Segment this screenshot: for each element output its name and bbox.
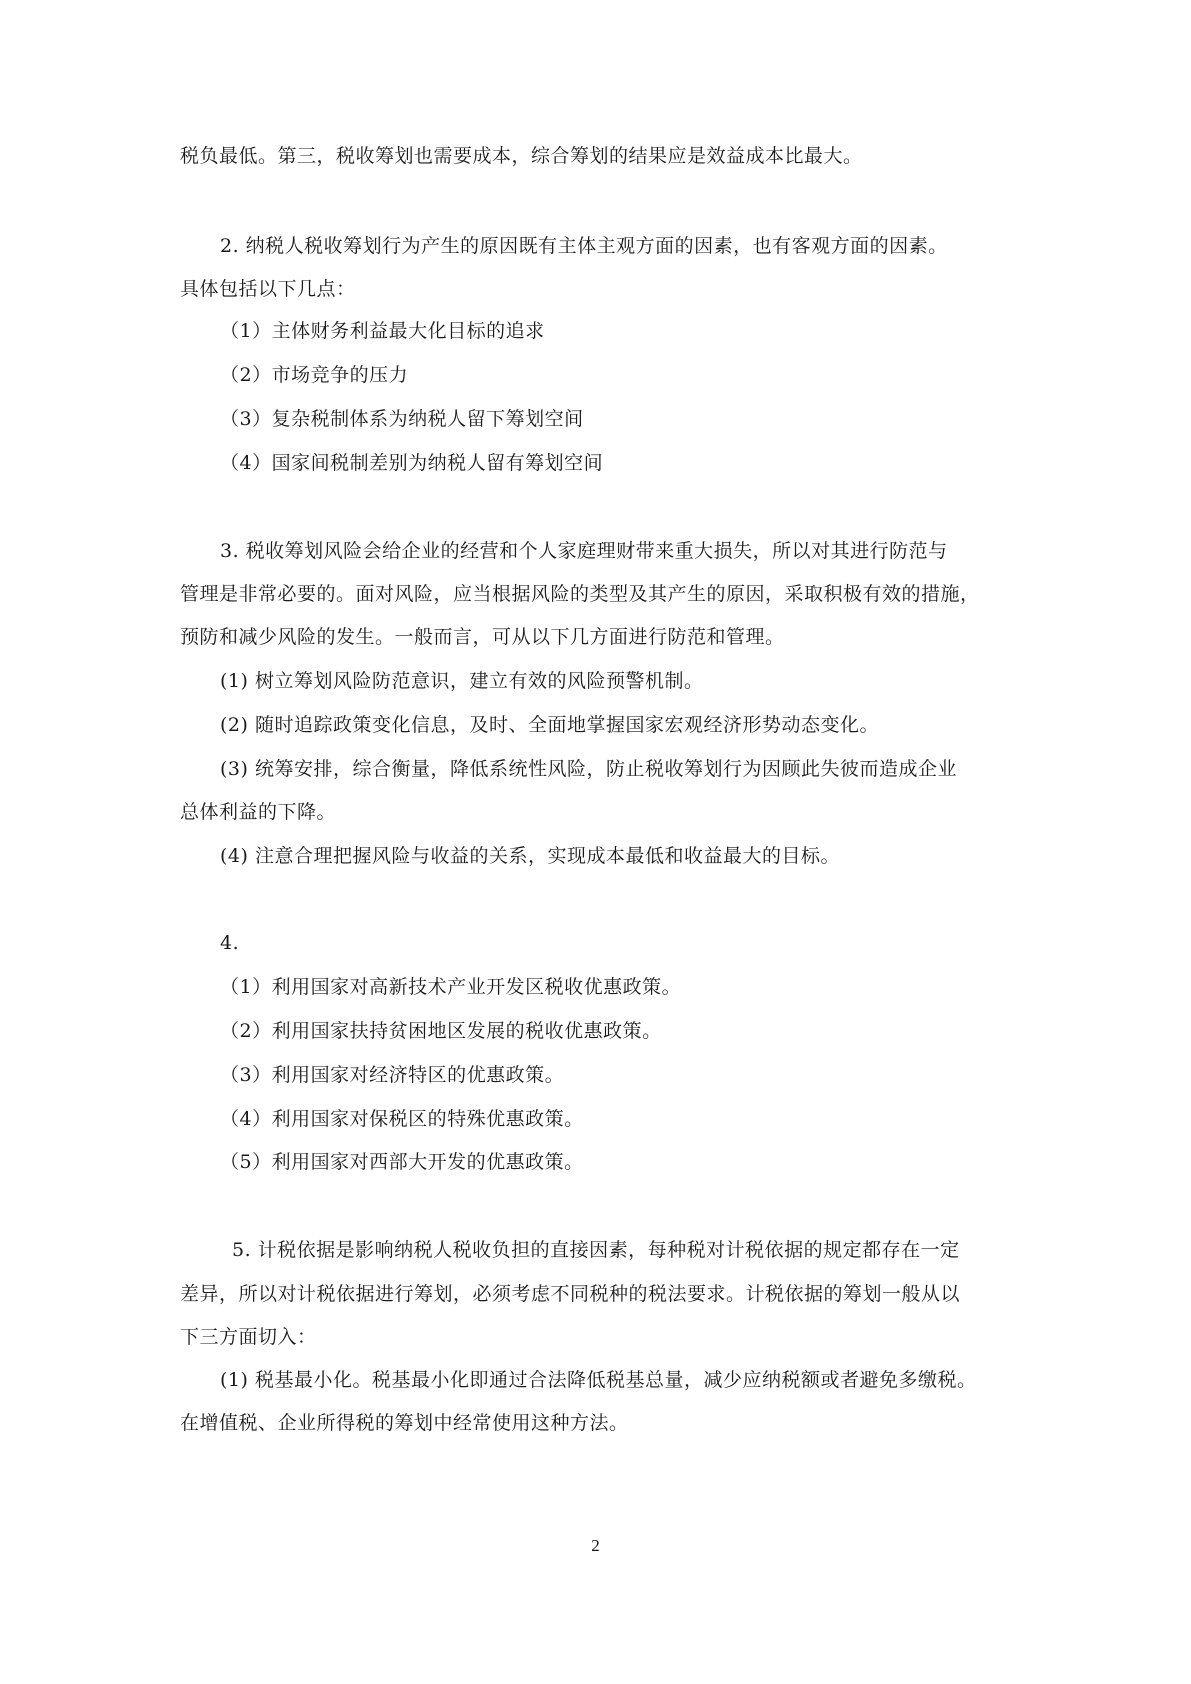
list-item: （2）市场竞争的压力 (220, 364, 409, 386)
list-item: （1）利用国家对高新技术产业开发区税收优惠政策。 (220, 976, 682, 998)
paragraph-line: 具体包括以下几点： (180, 278, 356, 300)
list-item: (2) 随时追踪政策变化信息，及时、全面地掌握国家宏观经济形势动态变化。 (220, 714, 879, 736)
list-item: （3）复杂税制体系为纳税人留下筹划空间 (220, 408, 584, 430)
paragraph-line: 税负最低。第三，税收筹划也需要成本，综合筹划的结果应是效益成本比最大。 (180, 145, 863, 167)
list-item: （1）主体财务利益最大化目标的追求 (220, 320, 545, 342)
list-item: (1) 税基最小化。税基最小化即通过合法降低税基总量，减少应纳税额或者避免多缴税。 (220, 1369, 977, 1391)
paragraph-line: 下三方面切入： (180, 1326, 317, 1348)
list-item: （3）利用国家对经济特区的优惠政策。 (220, 1064, 565, 1086)
paragraph-line: 差异，所以对计税依据进行筹划，必须考虑不同税种的税法要求。计税依据的筹划一般从以 (180, 1283, 961, 1305)
list-item: （5）利用国家对西部大开发的优惠政策。 (220, 1151, 584, 1173)
list-item: （2）利用国家扶持贫困地区发展的税收优惠政策。 (220, 1020, 662, 1042)
list-item: (1) 树立筹划风险防范意识，建立有效的风险预警机制。 (220, 670, 704, 692)
list-item: 总体利益的下降。 (180, 801, 337, 823)
paragraph-line: 管理是非常必要的。面对风险，应当根据风险的类型及其产生的原因，采取积极有效的措施， (180, 583, 980, 605)
section-number: 4. (220, 932, 240, 954)
list-item: (3) 统筹安排，综合衡量，降低系统性风险，防止税收筹划行为因顾此失彼而造成企业 (220, 758, 957, 780)
paragraph-line: 3. 税收筹划风险会给企业的经营和个人家庭理财带来重大损失，所以对其进行防范与 (220, 540, 948, 562)
list-item: 在增值税、企业所得税的筹划中经常使用这种方法。 (180, 1412, 629, 1434)
paragraph-line: 2. 纳税人税收筹划行为产生的原因既有主体主观方面的因素，也有客观方面的因素。 (220, 235, 948, 257)
page-number: 2 (591, 1536, 600, 1555)
list-item: (4) 注意合理把握风险与收益的关系，实现成本最低和收益最大的目标。 (220, 845, 840, 867)
paragraph-line: 5. 计税依据是影响纳税人税收负担的直接因素，每种税对计税依据的规定都存在一定 (232, 1239, 960, 1261)
list-item: （4）利用国家对保税区的特殊优惠政策。 (220, 1108, 584, 1130)
list-item: （4）国家间税制差别为纳税人留有筹划空间 (220, 452, 604, 474)
paragraph-line: 预防和减少风险的发生。一般而言，可从以下几方面进行防范和管理。 (180, 626, 785, 648)
